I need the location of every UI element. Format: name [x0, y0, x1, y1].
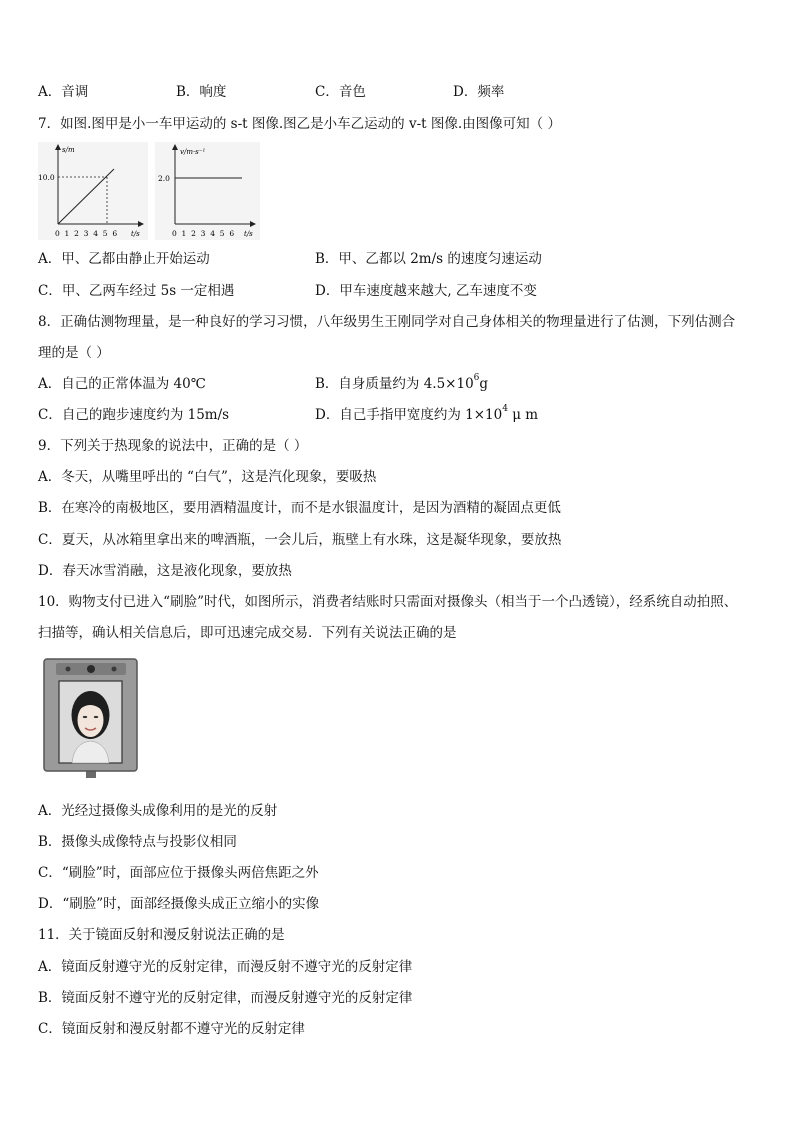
q7-option-b: B．甲、乙都以 2m/s 的速度匀速运动 — [315, 251, 542, 267]
st-ytick: 10.0 — [38, 173, 55, 182]
q8-option-b: B．自身质量约为 $4.5\times 10^6g$ — [315, 373, 489, 392]
st-ylabel: s/m — [62, 146, 75, 154]
q8-stem-line1: 8．正确估测物理量，是一种良好的学习习惯，八年级男生王刚同学对自己身体相关的物理量进行了估测，下列估测合 — [38, 314, 736, 330]
q7-stem: 7．如图.图甲是小一车甲运动的 s-t 图像.图乙是小车乙运动的 v-t 图像.由图像可知（ ） — [38, 116, 561, 132]
q6-option-b: B．响度 — [176, 84, 227, 100]
q10-option-a: A．光经过摄像头成像利用的是光的反射 — [38, 803, 278, 819]
q6-option-c: C．音色 — [315, 84, 366, 100]
q7-graph-st — [38, 142, 148, 244]
q7-option-a: A．甲、乙都由静止开始运动 — [38, 251, 210, 267]
q9-option-a: A．冬天，从嘴里呼出的 “白气”，这是汽化现象，要吸热 — [38, 469, 377, 485]
q9-option-d: D．春天冰雪消融，这是液化现象，要放热 — [38, 563, 292, 579]
q10-option-b: B．摄像头成像特点与投影仪相同 — [38, 834, 237, 850]
q8-option-c: C．自己的跑步速度约为 15m/s — [38, 407, 230, 423]
vt-ytick: 2.0 — [158, 174, 170, 183]
q7-option-d: D．甲车速度越来越大, 乙车速度不变 — [315, 283, 537, 299]
q6-option-a: A．音调 — [38, 84, 89, 100]
q11-option-a: A．镜面反射遵守光的反射定律，而漫反射不遵守光的反射定律 — [38, 959, 413, 975]
q9-option-b: B．在寒冷的南极地区，要用酒精温度计，而不是水银温度计，是因为酒精的凝固点更低 — [38, 500, 561, 516]
q10-stem-line1: 10．购物支付已进入“刷脸”时代，如图所示，消费者结账时只需面对摄像头（相当于一个凸透镜），经系统自动拍照、 — [38, 594, 738, 610]
q7-graph-vt — [155, 142, 260, 244]
vt-xticks: 0 1 2 3 4 5 6 — [172, 229, 236, 238]
q8-stem-line2: 理的是（ ） — [38, 345, 110, 361]
q10-option-c: C．“刷脸”时，面部应位于摄像头两倍焦距之外 — [38, 865, 319, 881]
q7-option-c: C．甲、乙两车经过 5s 一定相遇 — [38, 283, 235, 299]
q11-stem: 11．关于镜面反射和漫反射说法正确的是 — [38, 927, 285, 943]
face-pay-device-image — [42, 657, 139, 778]
vt-xlabel: t/s — [244, 230, 253, 238]
q9-option-c: C．夏天，从冰箱里拿出来的啤酒瓶，一会儿后，瓶壁上有水珠，这是凝华现象，要放热 — [38, 532, 562, 548]
q11-option-c: C．镜面反射和漫反射都不遵守光的反射定律 — [38, 1021, 305, 1037]
q8-option-a: A．自己的正常体温为 40℃ — [38, 376, 206, 392]
q9-stem: 9．下列关于热现象的说法中，正确的是（ ） — [38, 438, 308, 454]
q10-option-d: D．“刷脸”时，面部经摄像头成正立缩小的实像 — [38, 896, 320, 912]
q10-stem-line2: 扫描等，确认相关信息后，即可迅速完成交易．下列有关说法正确的是 — [38, 625, 457, 641]
q8-option-d: D．自己手指甲宽度约为 $1\times 10^4$ μ m — [315, 404, 539, 423]
vt-ylabel: v/m·s⁻¹ — [180, 148, 206, 156]
camera-lens — [87, 665, 95, 673]
q11-option-b: B．镜面反射不遵守光的反射定律，而漫反射遵守光的反射定律 — [38, 990, 413, 1006]
st-xticks: 0 1 2 3 4 5 6 — [55, 229, 119, 238]
q6-option-d: D．频率 — [453, 84, 505, 100]
st-xlabel: t/s — [131, 230, 140, 238]
